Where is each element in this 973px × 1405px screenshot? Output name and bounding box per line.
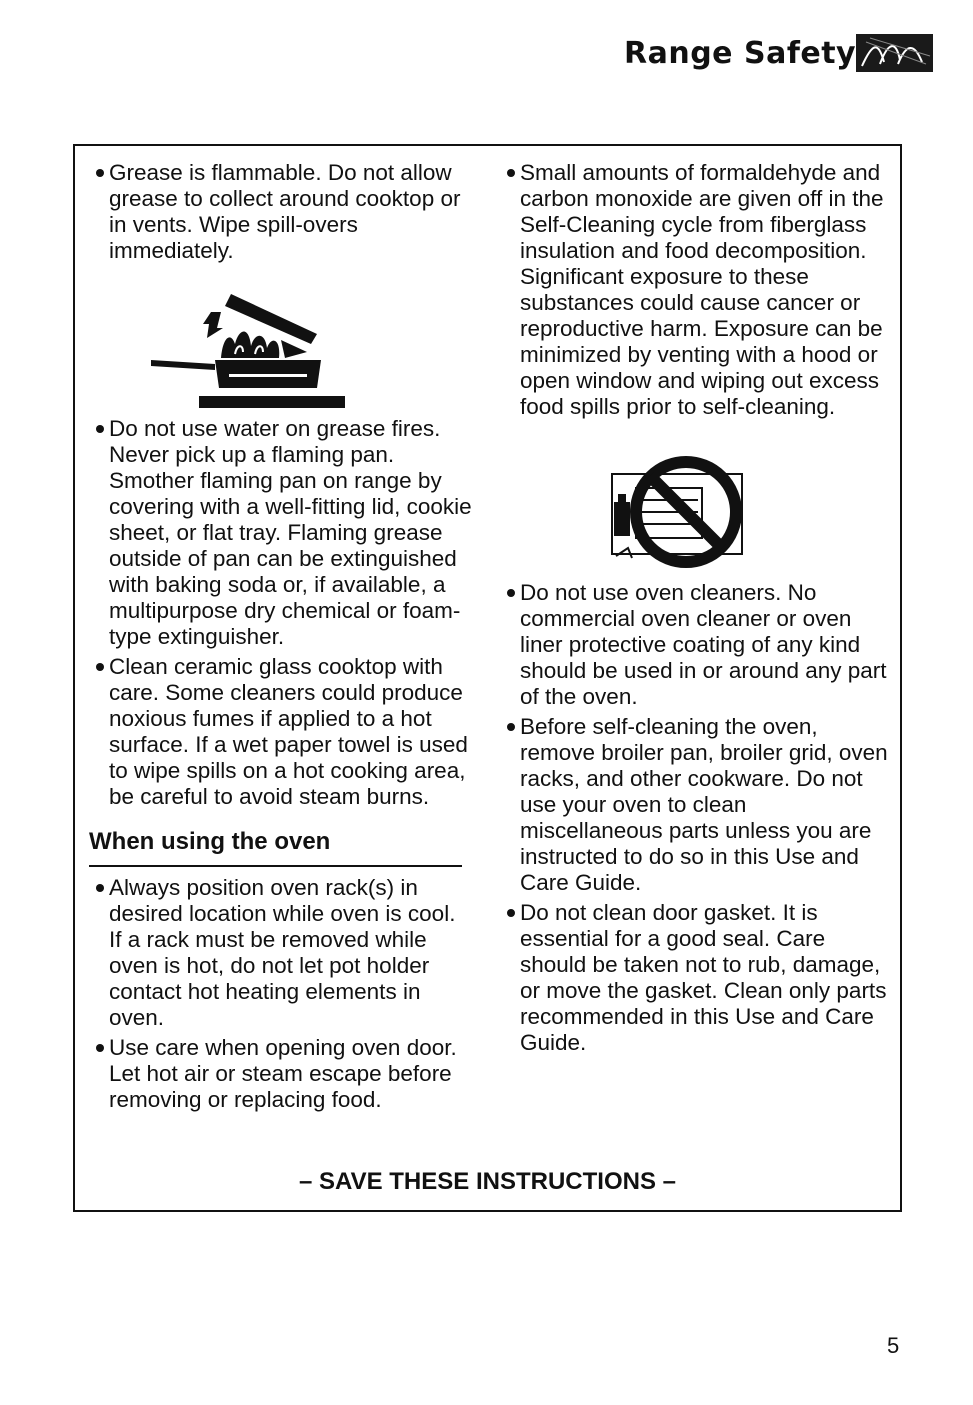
list-item bbox=[500, 580, 895, 710]
list-item bbox=[89, 1035, 474, 1113]
bullet-icon bbox=[500, 714, 520, 740]
bullet-icon bbox=[89, 875, 109, 901]
list-item-text: Do not use water on grease fires. Never pick up a flaming pan. Smother flaming pan on range by covering with a well-fitting lid, cookie sheet, or flat tray. Flaming grease outside of pan can be extinguished with baking soda or, if available, a multipurpose dry chemical or foam-type extinguisher. bbox=[109, 416, 472, 649]
list-item bbox=[89, 416, 474, 650]
bullet-icon bbox=[500, 160, 520, 186]
list-item-text: Clean ceramic glass cooktop with care. Some cleaners could produce noxious fumes if applied to a hot surface. If a wet paper towel is used to wipe spills on a hot cooking area, be careful to avoid steam burns. bbox=[109, 654, 468, 809]
right-column bbox=[500, 160, 895, 1060]
list-item bbox=[89, 160, 474, 264]
safety-instructions-box bbox=[73, 144, 902, 1212]
save-instructions-note: – SAVE THESE INSTRUCTIONS – bbox=[299, 1168, 676, 1195]
page-number: 5 bbox=[887, 1333, 900, 1358]
list-item-text: Do not use oven cleaners. No commercial oven cleaner or oven liner protective coating of any kind should be used in or around any part of the oven. bbox=[520, 580, 887, 709]
list-item-text: Before self-cleaning the oven, remove broiler pan, broiler grid, oven racks, and other cookware. Do not use your oven to clean miscellaneous parts unless you are instructed to do so in this Use and Care Guide. bbox=[520, 714, 888, 895]
bullet-icon bbox=[500, 900, 520, 926]
bullet-icon bbox=[500, 580, 520, 606]
list-item-text: Use care when opening oven door. Let hot air or steam escape before removing or replacing food. bbox=[109, 1035, 457, 1112]
page-header-title: Range Safety bbox=[624, 36, 857, 71]
list-item bbox=[89, 654, 474, 810]
bullet-icon bbox=[89, 1035, 109, 1061]
bullet-icon bbox=[89, 416, 109, 442]
bullet-icon bbox=[89, 160, 109, 186]
list-item bbox=[500, 900, 895, 1056]
flaming-pan-icon bbox=[151, 288, 351, 412]
list-item bbox=[500, 714, 895, 896]
no-oven-cleaner-icon bbox=[592, 448, 762, 568]
left-column bbox=[89, 160, 474, 1117]
list-item-text: Do not clean door gasket. It is essential for a good seal. Care should be taken not to rub, damage, or move the gasket. Clean only parts recommended in this Use and Care Guide. bbox=[520, 900, 887, 1055]
bullet-icon bbox=[89, 654, 109, 680]
section-heading: When using the oven bbox=[89, 828, 462, 867]
list-item bbox=[500, 160, 895, 420]
list-item bbox=[89, 875, 474, 1031]
list-item-text: Grease is flammable. Do not allow grease to collect around cooktop or in vents. Wipe spill-overs immediately. bbox=[109, 160, 461, 263]
header-decorative-emblem-icon bbox=[856, 34, 933, 72]
list-item-text: Small amounts of formaldehyde and carbon monoxide are given off in the Self-Cleaning cycle from fiberglass insulation and food decomposition. Significant exposure to these substances could cause cancer or reproductive harm. Exposure can be minimized by venting with a hood or open window and wiping out excess food spills prior to self-cleaning. bbox=[520, 160, 884, 419]
list-item-text: Always position oven rack(s) in desired location while oven is cool. If a rack must be removed while oven is hot, do not let pot holder contact hot heating elements in oven. bbox=[109, 875, 456, 1030]
